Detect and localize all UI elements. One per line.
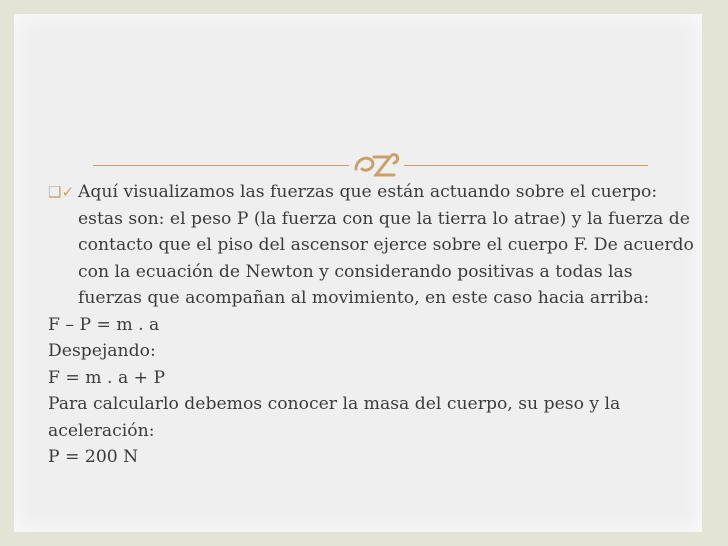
flourish-ornament-icon [350,147,404,183]
text-line: Para calcularlo debemos conocer la masa del cuerpo, su peso y la aceleración: [48,394,621,441]
bullet-text: Aquí visualizamos las fuerzas que están actuando sobre el cuerpo: estas son: el peso P (la fuerza con que la tierra lo atrae) y la fuerza de contacto que el piso del ascensor ejerce sobre el cuerpo F. De acuerdo con la ecuación de Newton y considerando positivas a todas las fuerzas que acompañan al movimiento, en este caso hacia arriba: [78,182,694,308]
equation-line: F = m . a + P [48,367,166,388]
slide-body [48,179,698,471]
checkbox-bullet-icon: ❑✓ [48,183,75,201]
title-rule-right [404,165,648,166]
bullet-item [48,179,698,312]
equation-line: P = 200 N [48,447,139,467]
equation-line: F – P = m . a [48,314,160,335]
title-rule-left [93,165,349,166]
text-line: Despejando: [48,341,156,361]
